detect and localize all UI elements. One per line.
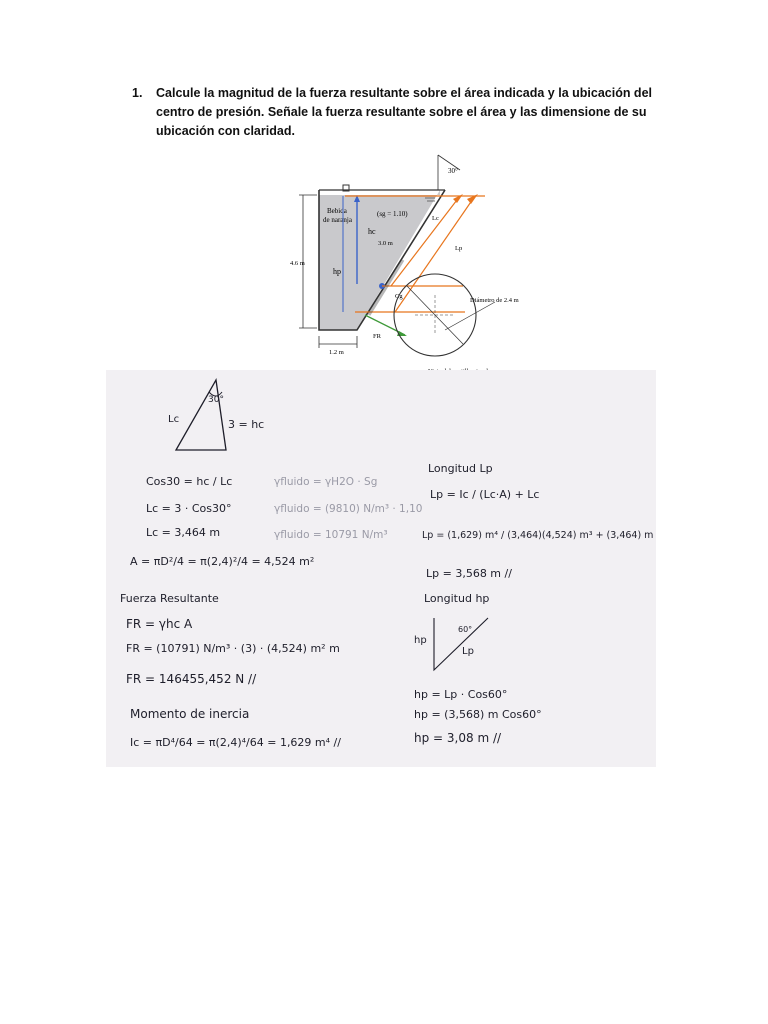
cg-label: Cg xyxy=(395,293,403,300)
lp-title: Longitud Lp xyxy=(428,462,493,475)
fr-equation-3: FR = 146455,452 N // xyxy=(126,672,257,686)
lc-label: Lc xyxy=(432,215,439,222)
diameter-label: Diámetro de 2.4 m xyxy=(470,297,519,304)
hc-label: hc xyxy=(368,227,376,236)
gamma-equation-1: γfluido = γH2O · Sg xyxy=(274,476,378,488)
triangle-sketch xyxy=(176,380,226,450)
area-equation: A = πD²/4 = π(2,4)²/4 = 4,524 m² xyxy=(130,555,315,568)
lp-equation-1: Lp = Ic / (Lc·A) + Lc xyxy=(430,488,540,501)
hp-equation-3: hp = 3,08 m // xyxy=(414,731,502,745)
hp-triangle-lp: Lp xyxy=(462,646,474,657)
triangle-lc: Lc xyxy=(168,414,180,425)
lc-equation-2: Lc = 3,464 m xyxy=(146,526,221,539)
hp-triangle-angle: 60° xyxy=(458,625,473,634)
lp-equation-3: Lp = 3,568 m // xyxy=(426,567,512,580)
triangle-hc: 3 = hc xyxy=(228,418,265,431)
liquid-label-2: de naranja xyxy=(323,216,352,224)
diameter-leader xyxy=(445,302,495,330)
fr-equation-1: FR = γhc A xyxy=(126,617,193,631)
lp-label: Lp xyxy=(455,245,463,252)
question-text: Calcule la magnitud de la fuerza resultante sobre el área indicada y la ubicación del centro de presión. Señale la fuerza resultante sobre el área y las dimensione de su ubicación con claridad. xyxy=(156,86,652,138)
depth-label: 3.0 m xyxy=(378,240,393,247)
cos-equation: Cos30 = hc / Lc xyxy=(146,475,233,488)
force-title: Fuerza Resultante xyxy=(120,592,219,605)
gamma-equation-3: γfluido = 10791 N/m³ xyxy=(274,529,388,541)
triangle-angle: 30° xyxy=(208,395,224,405)
question-block xyxy=(132,84,652,141)
lp-equation-2: Lp = (1,629) m⁴ / (3,464)(4,524) m³ + (3,464) m xyxy=(422,530,654,541)
handwritten-solution-svg xyxy=(106,370,656,767)
hp-title: Longitud hp xyxy=(424,592,490,605)
tank-diagram-svg xyxy=(285,150,545,385)
lc-equation-1: Lc = 3 · Cos30° xyxy=(146,502,232,515)
fr-label: FR xyxy=(373,333,381,340)
fr-equation-2: FR = (10791) N/m³ · (3) · (4,524) m² m xyxy=(126,642,340,655)
tank-diagram xyxy=(285,150,545,385)
ic-equation: Ic = πD⁴/64 = π(2,4)⁴/64 = 1,629 m⁴ // xyxy=(130,736,341,749)
lc-arrowhead xyxy=(453,194,463,203)
sg-label: (sg = 1.10) xyxy=(377,210,408,218)
height-label: 4.6 m xyxy=(290,260,305,267)
hp-equation-1: hp = Lp · Cos60° xyxy=(414,688,508,701)
handwritten-solution xyxy=(106,370,656,767)
liquid-label-1: Bebida xyxy=(327,207,347,215)
width-label: 1.2 m xyxy=(329,349,344,356)
hp-triangle-hp: hp xyxy=(414,635,427,646)
inertia-title: Momento de inercia xyxy=(130,707,250,721)
gamma-equation-2: γfluido = (9810) N/m³ · 1,10 xyxy=(274,503,423,515)
angle-label: 30° xyxy=(448,167,458,175)
question-number: 1. xyxy=(132,86,143,100)
hp-equation-2: hp = (3,568) m Cos60° xyxy=(414,708,542,721)
hp-label: hp xyxy=(333,267,341,276)
